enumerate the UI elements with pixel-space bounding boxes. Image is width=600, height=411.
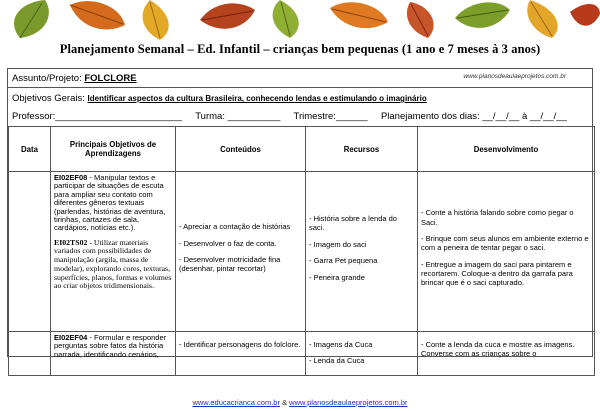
date-cell (9, 332, 51, 376)
leaf-icon (273, 0, 299, 38)
development-cell (418, 172, 595, 332)
list-item: - Identificar personagens do folclore. (179, 340, 301, 349)
list-item: - Lenda da Cuca (309, 356, 365, 366)
column-header: Data (9, 127, 51, 172)
leaf-icon (330, 2, 388, 28)
leaf-icon (70, 1, 125, 29)
list-item: - Conte a lenda da cuca e mostre as imagens. Converse com as crianças sobre o (421, 340, 575, 359)
leaf-icon (143, 0, 169, 40)
footer-links (0, 398, 600, 407)
teacher-field: Professor:________________________ (12, 111, 183, 122)
list-item: - História sobre a lenda do saci. (309, 214, 397, 233)
objective-item: EI02EF04 - Formular e responder perguntas sobre fatos da história narrada, identificando cenários, (54, 333, 167, 359)
list-item: - Entregue a imagem do saci para pintarem e recortarem. Coloque-a dentro da garrafa para brincar que é o saci capturado. (421, 259, 573, 288)
objectives-cell (51, 332, 176, 376)
info-row (12, 111, 596, 122)
resources-cell (306, 332, 418, 376)
column-header: Conteúdos (176, 127, 306, 172)
resources-cell (306, 172, 418, 332)
list-item: - Imagens da Cuca (309, 340, 373, 349)
trimester-field: Trimestre:______ (293, 111, 368, 122)
page-title: Planejamento Semanal – Ed. Infantil – crianças bem pequenas (1 ano e 7 meses à 3 anos) (59, 42, 541, 56)
objectives-cell (51, 172, 176, 332)
leaf-icon (200, 3, 255, 28)
subject-label: Assunto/Projeto: (12, 73, 82, 84)
table-header-row (9, 127, 595, 172)
leaf-icon (570, 4, 600, 26)
class-field: Turma: __________ (195, 111, 281, 122)
objectives-value: Identificar aspectos da cultura Brasileira, conhecendo lendas e estimulando o imaginário (87, 94, 427, 103)
footer-link-educacrianca[interactable]: www.educacrianca.com.br (192, 398, 280, 407)
leaf-icon (527, 0, 557, 38)
planning-table (8, 126, 595, 376)
leaf-icon (14, 0, 49, 38)
subject-value: FOLCLORE (84, 73, 137, 84)
leaf-icon (455, 2, 510, 27)
list-item: - Brinque com seus alunos em ambiente externo e com a peneira de tentar pegar o saci. (421, 233, 589, 253)
objective-item: EI02TS02 - Utilizar materiais variados com possibilidades de manipulação (argila, massa de modelar), explorando cores, texturas, superfícies, planos, formas e volumes ao criar objetos tridimensionais. (54, 237, 172, 291)
objectives-label: Objetivos Gerais: (12, 93, 85, 104)
column-header: Desenvolvimento (418, 127, 595, 172)
days-field: Planejamento dos dias: __/__/__ à __/__/__ (380, 111, 567, 122)
objective-item: EI02EF08 - Manipular textos e participar de situações de escuta para ampliar seu contato com diferentes gêneros textuais (parlendas, histórias de aventura, tirinhas, cartazes de sala, cardápios, notícias etc.). (54, 173, 166, 233)
table-row (9, 172, 595, 332)
list-item: - Peneira grande (309, 272, 365, 282)
autumn-leaves-banner (0, 0, 600, 40)
list-item: - Conte a história falando sobre como pegar o Saci. (421, 208, 574, 227)
footer-link-planosdeaula[interactable]: www.planosdeaulaeprojetos.com.br (289, 398, 408, 407)
subject-row (12, 73, 596, 84)
objectives-row (12, 93, 596, 104)
list-item: - Desenvolver o faz de conta. (179, 238, 277, 248)
table-row (9, 332, 595, 376)
column-header: Principais Objetivos de Aprendizagens (51, 127, 176, 172)
site-url: www.planosdeaulaeprojetos.com.br (463, 73, 566, 80)
footer-separator: & (279, 398, 290, 407)
development-cell (418, 332, 595, 376)
contents-cell (176, 172, 306, 332)
leaf-icon (407, 2, 434, 38)
contents-cell (176, 332, 306, 376)
list-item: - Apreciar a contação de histórias (179, 222, 291, 232)
planning-sheet (7, 68, 593, 366)
list-item: - Desenvolver motricidade fina (desenhar, pintar recortar) (179, 255, 281, 274)
list-item: - Garra Pet pequena (309, 256, 378, 266)
date-cell (9, 172, 51, 332)
list-item: - Imagem do saci (309, 239, 367, 249)
column-header: Recursos (306, 127, 418, 172)
